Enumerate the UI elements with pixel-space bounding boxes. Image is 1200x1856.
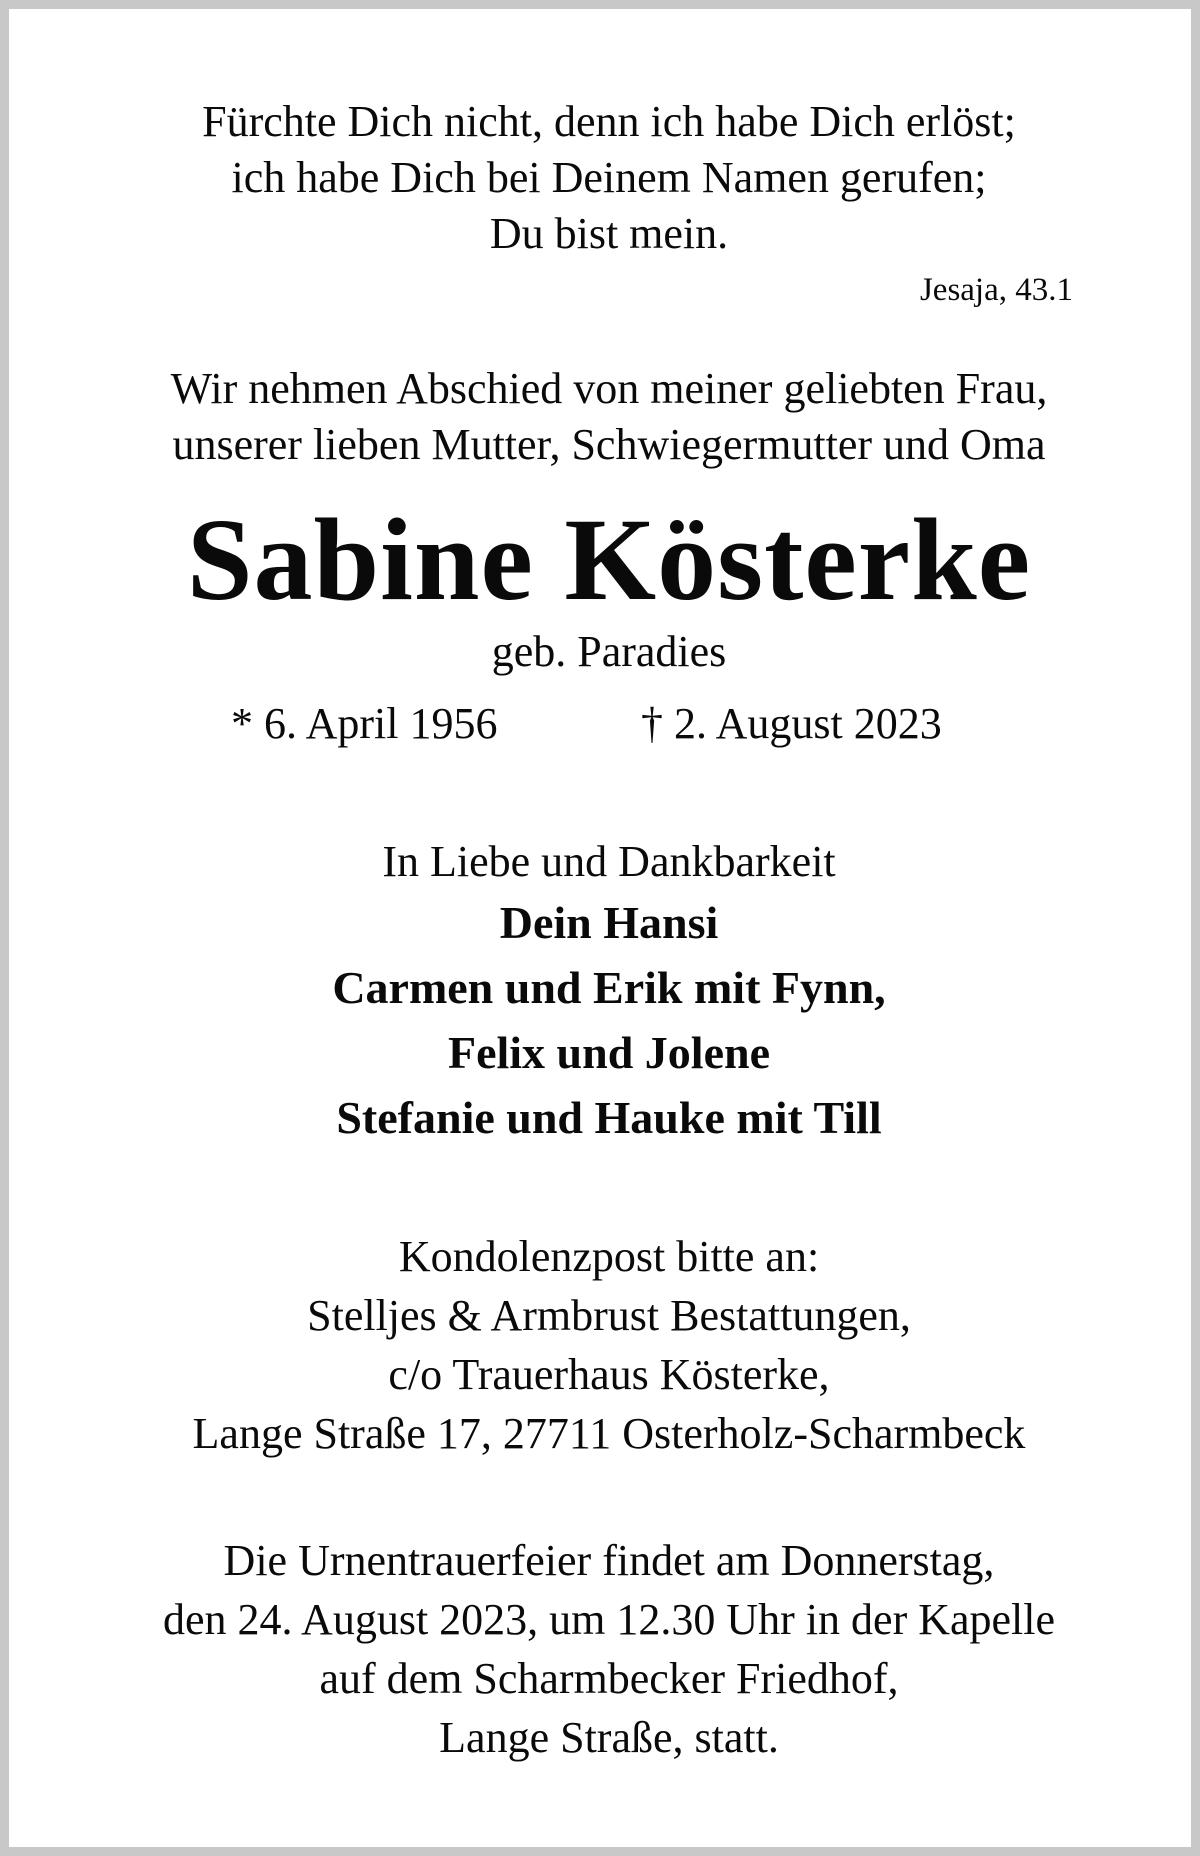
deceased-name: Sabine Kösterke xyxy=(186,494,1032,625)
verse-line: Du bist mein. xyxy=(489,209,729,258)
ceremony-line: auf dem Scharmbecker Friedhof, xyxy=(319,1654,899,1703)
mourner-name: Stefanie und Hauke mit Till xyxy=(336,1092,882,1143)
death-date: † 2. August 2023 xyxy=(641,699,942,748)
ceremony-line: Lange Straße, statt. xyxy=(439,1713,779,1762)
condolence-line: c/o Trauerhaus Kösterke, xyxy=(388,1350,830,1399)
mourner-name: Felix und Jolene xyxy=(447,1027,771,1078)
verse-line: Fürchte Dich nicht, denn ich habe Dich erlöst; xyxy=(202,97,1016,146)
condolence-line: Lange Straße 17, 27711 Osterholz-Scharmbeck xyxy=(192,1409,1026,1458)
mourner-name: Dein Hansi xyxy=(499,897,719,948)
condolence-line: Stelljes & Armbrust Bestattungen, xyxy=(307,1291,911,1340)
verse-line: ich habe Dich bei Deinem Namen gerufen; xyxy=(231,153,987,202)
verse-source: Jesaja, 43.1 xyxy=(919,272,1073,308)
intro-line: Wir nehmen Abschied von meiner geliebten Frau, xyxy=(170,364,1048,413)
mourner-name: Carmen und Erik mit Fynn, xyxy=(332,962,886,1013)
intro-line: unserer lieben Mutter, Schwiegermutter und Oma xyxy=(172,420,1046,469)
birth-date: * 6. April 1956 xyxy=(231,699,498,748)
ceremony-line: den 24. August 2023, um 12.30 Uhr in der Kapelle xyxy=(162,1595,1056,1644)
ceremony-line: Die Urnentrauerfeier findet am Donnerstag, xyxy=(223,1536,995,1585)
maiden-name: geb. Paradies xyxy=(491,627,727,676)
mourners-heading: In Liebe und Dankbarkeit xyxy=(382,837,836,886)
condolence-line: Kondolenzpost bitte an: xyxy=(398,1232,820,1281)
